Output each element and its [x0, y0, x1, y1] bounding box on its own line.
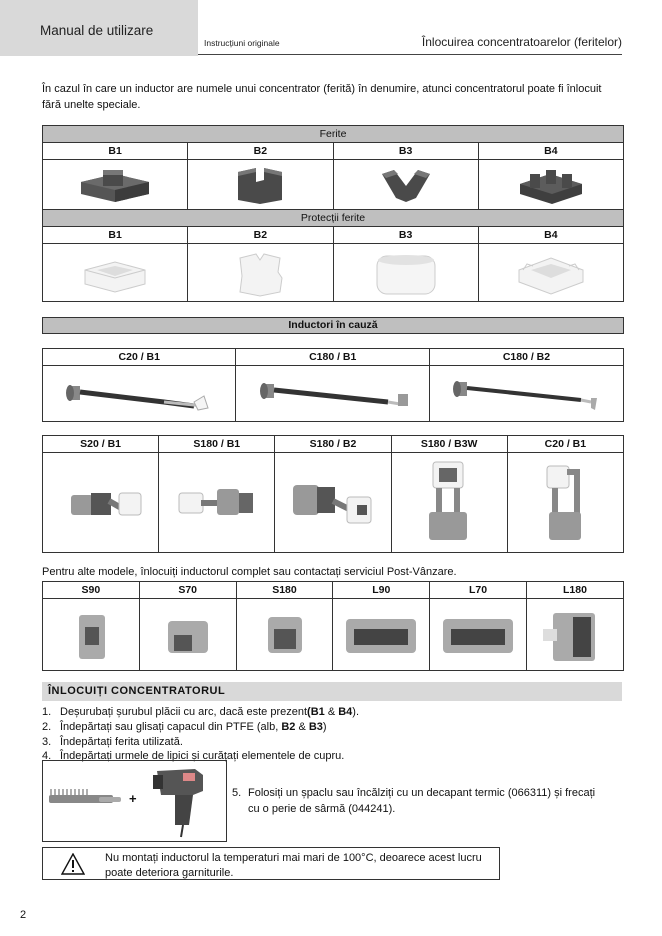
inductors-title: Inductori în cauză — [42, 317, 624, 334]
original-instructions-note: Instrucțiuni originale — [204, 38, 280, 48]
protection-b2-image — [188, 244, 333, 302]
inductor-s180-b3w-label: S180 / B3W — [391, 436, 507, 453]
warning-icon — [61, 853, 85, 875]
inductor-s180-b2-label: S180 / B2 — [275, 436, 391, 453]
warning-text: Nu montați inductorul la temperaturi mai mari de 100°C, deoarece acest lucru poate deteriora garniturile. — [105, 852, 482, 879]
inductor-c20-b1-short-image — [507, 453, 623, 553]
ferrite-b2-image — [188, 160, 333, 210]
model-s90-image — [43, 599, 140, 671]
inductor-s20-b1-label: S20 / B1 — [43, 436, 159, 453]
wire-brush-icon — [49, 789, 121, 803]
step-5: 5. Folosiți un șpaclu sau încălziți cu un decapant termic (066311) și frecați cu o perie de sârmă (044241). — [232, 787, 596, 815]
intro-paragraph: În cazul în care un inductor are numele unui concentrator (ferită) în denumire, atunci concentratorul poate fi înlocuit fără unelte speciale. — [42, 83, 602, 111]
inductor-c20-b1-image — [43, 366, 236, 422]
step-2: 2. Îndepărtați sau glisați capacul din PTFE (alb, B2 & B3) — [42, 720, 327, 733]
protection-b1-image — [43, 244, 188, 302]
tools-illustration — [42, 760, 227, 842]
other-models-table — [42, 581, 624, 671]
model-l180-image — [526, 599, 623, 671]
inductor-s180-b3w-image — [391, 453, 507, 553]
inductor-c180-b2-label: C180 / B2 — [429, 349, 623, 366]
page-topic: Înlocuirea concentratoarelor (feritelor) — [421, 35, 622, 49]
model-s180-label: S180 — [236, 582, 333, 599]
inductor-c20-b1-label: C20 / B1 — [43, 349, 236, 366]
protection-col-b1: B1 — [43, 227, 188, 244]
model-s70-label: S70 — [139, 582, 236, 599]
inductor-c180-b2-image — [429, 366, 623, 422]
manual-title: Manual de utilizare — [40, 23, 154, 38]
page-number: 2 — [20, 909, 27, 921]
replace-steps-list — [42, 705, 359, 764]
plus-sign: + — [129, 791, 137, 806]
ferrite-b4-image — [478, 160, 623, 210]
step-1: 1. Deșurubați șurubul plăcii cu arc, dacă este prezent(B1 & B4). — [42, 706, 360, 718]
protections-title: Protecții ferite — [43, 210, 624, 227]
model-l70-label: L70 — [430, 582, 527, 599]
heat-gun-icon — [153, 769, 203, 837]
ferrite-b1-image — [43, 160, 188, 210]
ferrites-table — [42, 125, 624, 302]
ferrite-col-b3: B3 — [333, 143, 478, 160]
inductor-c180-b1-image — [236, 366, 429, 422]
inductors-long-table — [42, 348, 624, 422]
ferrite-col-b1: B1 — [43, 143, 188, 160]
step-4: 4. Îndepărtați urmele de lipici și curățați elementele de cupru. — [42, 750, 345, 763]
model-s180-image — [236, 599, 333, 671]
inductors-short-table — [42, 435, 624, 553]
inductor-s180-b2-image — [275, 453, 391, 553]
inductor-s180-b1-image — [159, 453, 275, 553]
protection-b3-image — [333, 244, 478, 302]
warning-box — [42, 847, 500, 880]
inductor-s20-b1-image — [43, 453, 159, 553]
ferrite-col-b4: B4 — [478, 143, 623, 160]
header-divider — [198, 54, 622, 55]
model-s70-image — [139, 599, 236, 671]
ferrites-title: Ferite — [43, 126, 624, 143]
protection-b4-image — [478, 244, 623, 302]
inductor-s180-b1-label: S180 / B1 — [159, 436, 275, 453]
protection-col-b2: B2 — [188, 227, 333, 244]
model-l90-label: L90 — [333, 582, 430, 599]
step-3: 3. Îndepărtați ferita utilizată. — [42, 735, 183, 748]
inductor-c180-b1-label: C180 / B1 — [236, 349, 429, 366]
model-l70-image — [430, 599, 527, 671]
protection-col-b4: B4 — [478, 227, 623, 244]
protection-col-b3: B3 — [333, 227, 478, 244]
model-s90-label: S90 — [43, 582, 140, 599]
model-l90-image — [333, 599, 430, 671]
ferrite-col-b2: B2 — [188, 143, 333, 160]
model-l180-label: L180 — [526, 582, 623, 599]
ferrite-b3-image — [333, 160, 478, 210]
replace-section-title: ÎNLOCUIȚI CONCENTRATORUL — [42, 682, 622, 701]
other-models-note: Pentru alte modele, înlocuiți inductorul complet sau contactați serviciul Post-Vânzare. — [42, 566, 457, 578]
inductor-c20-b1-short-label: C20 / B1 — [507, 436, 623, 453]
